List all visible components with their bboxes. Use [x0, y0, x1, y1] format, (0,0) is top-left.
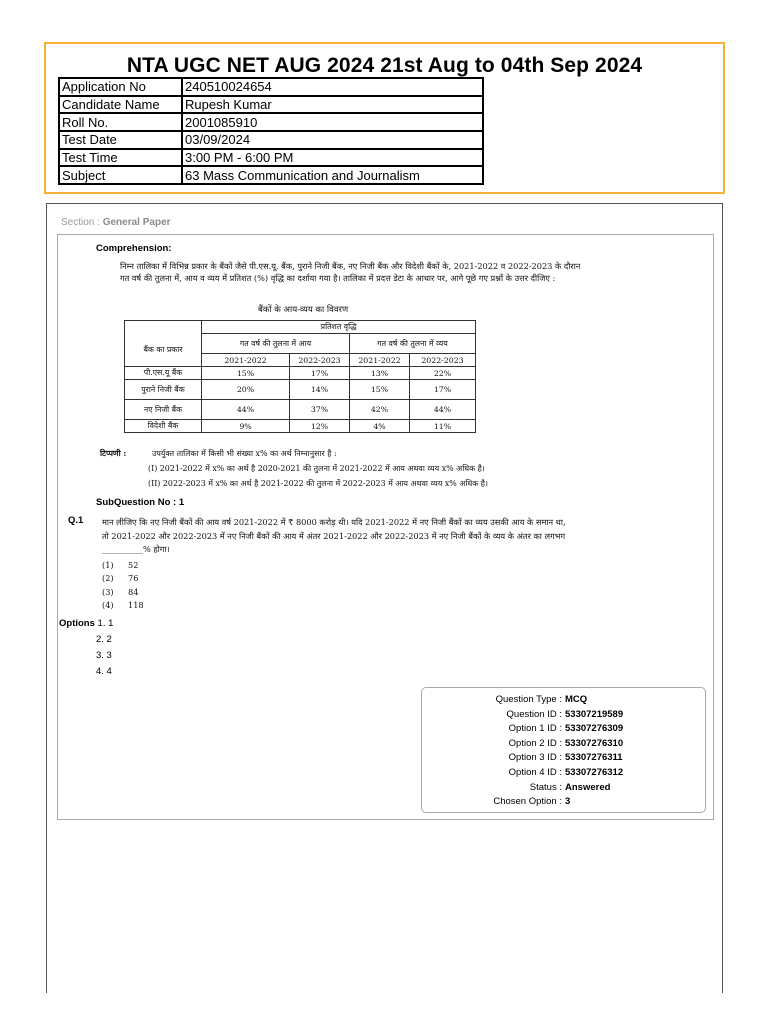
table-cell: 9%: [202, 420, 290, 433]
options-label: [59, 618, 113, 629]
table-cell: 17%: [290, 367, 350, 380]
exam-title: NTA UGC NET AUG 2024 21st Aug to 04th Sep 2024: [126, 54, 643, 77]
table-cell: 4%: [350, 420, 410, 433]
info-label: Roll No.: [59, 113, 182, 131]
table-bank-cell: पी.एस.यू बैंक: [125, 367, 202, 380]
note-line: (I) 2021-2022 में x% का अर्थ है 2020-2021 की तुलना में 2021-2022 में आय अथवा व्यय x% अधिक है।: [148, 464, 485, 473]
meta-row-status: Status : Answered: [529, 781, 611, 793]
note-line: (II) 2022-2023 में x% का अर्थ है 2021-2022 की तुलना में 2022-2023 में आय अथवा व्यय x% अधिक है।: [148, 479, 488, 488]
option-item: 2. 2: [96, 634, 112, 645]
table-cell: 15%: [350, 380, 410, 400]
table-year-header: 2022-2023: [290, 354, 350, 367]
info-label: Test Date: [59, 131, 182, 149]
table-year-header: 2022-2023: [410, 354, 476, 367]
info-label: Candidate Name: [59, 96, 182, 114]
question-text: मान लीजिए कि नए निजी बैंकों की आय वर्ष 2021-2022 में ₹ 8000 करोड़ थी। यदि 2021-2022 में नए निजी बैंकों का व्यय उसकी आय के समान था, तो 2021-2022 और 2022-2023 में नए निजी बैंकों की आय में अंतर 2021-2022 और 2022-2023 में नए निजी बैंकों के व्यय के अंतर का लगभग __________% होगा।: [102, 517, 566, 555]
options-heading: Options: [59, 618, 95, 629]
meta-row-question-id: Question ID : 53307219589: [506, 708, 624, 720]
comprehension-passage: निम्न तालिका में विभिन्न प्रकार के बैंकों जैसे पी.एस.यू. बैंक, पुराने निजी बैंक, नए निजी बैंक और विदेशी बैंकों के, 2021-2022 व 2022-2023 के दौरान गत वर्ष की तुलना में, आय व व्यय में प्रतिशत (%) वृद्धि का दर्शाया गया है। तालिका में प्रदत्त डेटा के आधार पर, आगे पूछे गए प्रश्नों के उत्तर दीजिए :: [120, 261, 581, 284]
table-cell: 14%: [290, 380, 350, 400]
meta-row-option-3-id: Option 3 ID : 53307276311: [508, 752, 623, 764]
info-row-candidate-name: [59, 96, 483, 114]
response-sheet-header: [44, 42, 725, 194]
table-cell: 44%: [410, 400, 476, 420]
table-bank-cell: पुराने निजी बैंक: [125, 380, 202, 400]
info-row-test-date: [59, 131, 483, 149]
meta-row-chosen-option: Chosen Option : 3: [493, 796, 571, 808]
question-card: [57, 234, 714, 820]
table-row: [125, 400, 476, 420]
table-cell: 37%: [290, 400, 350, 420]
option-item: 1. 1: [97, 618, 114, 629]
options-list: [96, 632, 112, 681]
table-row: [125, 367, 476, 380]
question-choice: (2) 76: [102, 573, 139, 584]
option-item: 4. 4: [96, 666, 112, 678]
info-label: Application No: [59, 78, 182, 96]
table-cell: 15%: [202, 367, 290, 380]
table-caption: बैंकों के आय-व्यय का विवरण: [258, 305, 349, 315]
candidate-info-table: [58, 77, 484, 185]
info-row-subject: [59, 166, 483, 184]
question-choice: (1) 52: [102, 560, 139, 570]
meta-row-option-1-id: Option 1 ID : 53307276309: [508, 723, 624, 735]
question-metadata-box: [421, 687, 706, 813]
info-row-test-time: [59, 149, 483, 167]
meta-row-option-4-id: Option 4 ID : 53307276312: [508, 767, 624, 778]
section-prefix: Section :: [61, 217, 100, 228]
question-panel: [46, 203, 723, 993]
meta-row-option-2-id: Option 2 ID : 53307276310: [508, 737, 624, 749]
bank-data-table: [124, 320, 476, 433]
table-year-header: 2021-2022: [350, 354, 410, 367]
table-cell: 12%: [290, 420, 350, 433]
info-value: 03/09/2024: [182, 131, 483, 149]
info-value: Rupesh Kumar: [182, 96, 483, 114]
info-row-roll-no: [59, 113, 483, 131]
table-row: [125, 380, 476, 400]
info-value: 63 Mass Communication and Journalism: [182, 166, 483, 184]
table-expense-header: गत वर्ष की तुलना में व्यय: [350, 334, 476, 354]
table-cell: 13%: [350, 367, 410, 380]
info-label: Test Time: [59, 149, 182, 167]
info-label: Subject: [59, 166, 182, 184]
note-label: टिप्पणी :: [100, 449, 127, 458]
table-bank-header: बैंक का प्रकार: [125, 334, 202, 367]
table-bank-cell: विदेशी बैंक: [125, 420, 202, 433]
option-item: 3. 3: [96, 650, 112, 662]
meta-row-question-type: Question Type : MCQ: [495, 694, 588, 705]
info-row-application-no: [59, 78, 483, 96]
table-year-header: 2021-2022: [202, 354, 290, 367]
question-choice: (3) 84: [102, 586, 139, 597]
table-income-header: गत वर्ष की तुलना में आय: [202, 334, 350, 354]
section-name: General Paper: [102, 217, 171, 228]
info-value: 240510024654: [182, 78, 483, 96]
table-cell: 42%: [350, 400, 410, 420]
note-line: उपर्युक्त तालिका में किसी भी संख्या x% का अर्थ निम्नानुसार है :: [152, 449, 337, 458]
question-choices: [102, 559, 144, 613]
table-bank-cell: नए निजी बैंक: [125, 400, 202, 420]
table-blank-cell: [125, 321, 202, 334]
question-number: Q.1: [68, 515, 84, 526]
question-choice: (4) 118: [102, 600, 144, 611]
section-label: [61, 217, 171, 228]
comprehension-label: Comprehension:: [96, 243, 172, 254]
info-value: 2001085910: [182, 113, 483, 131]
table-row: [125, 420, 476, 433]
table-top-header: प्रतिशत वृद्धि: [202, 321, 476, 334]
table-cell: 17%: [410, 380, 476, 400]
info-value: 3:00 PM - 6:00 PM: [182, 149, 483, 167]
table-cell: 20%: [202, 380, 290, 400]
table-cell: 22%: [410, 367, 476, 380]
subquestion-label: SubQuestion No : 1: [96, 497, 185, 508]
table-cell: 44%: [202, 400, 290, 420]
table-cell: 11%: [410, 420, 476, 433]
